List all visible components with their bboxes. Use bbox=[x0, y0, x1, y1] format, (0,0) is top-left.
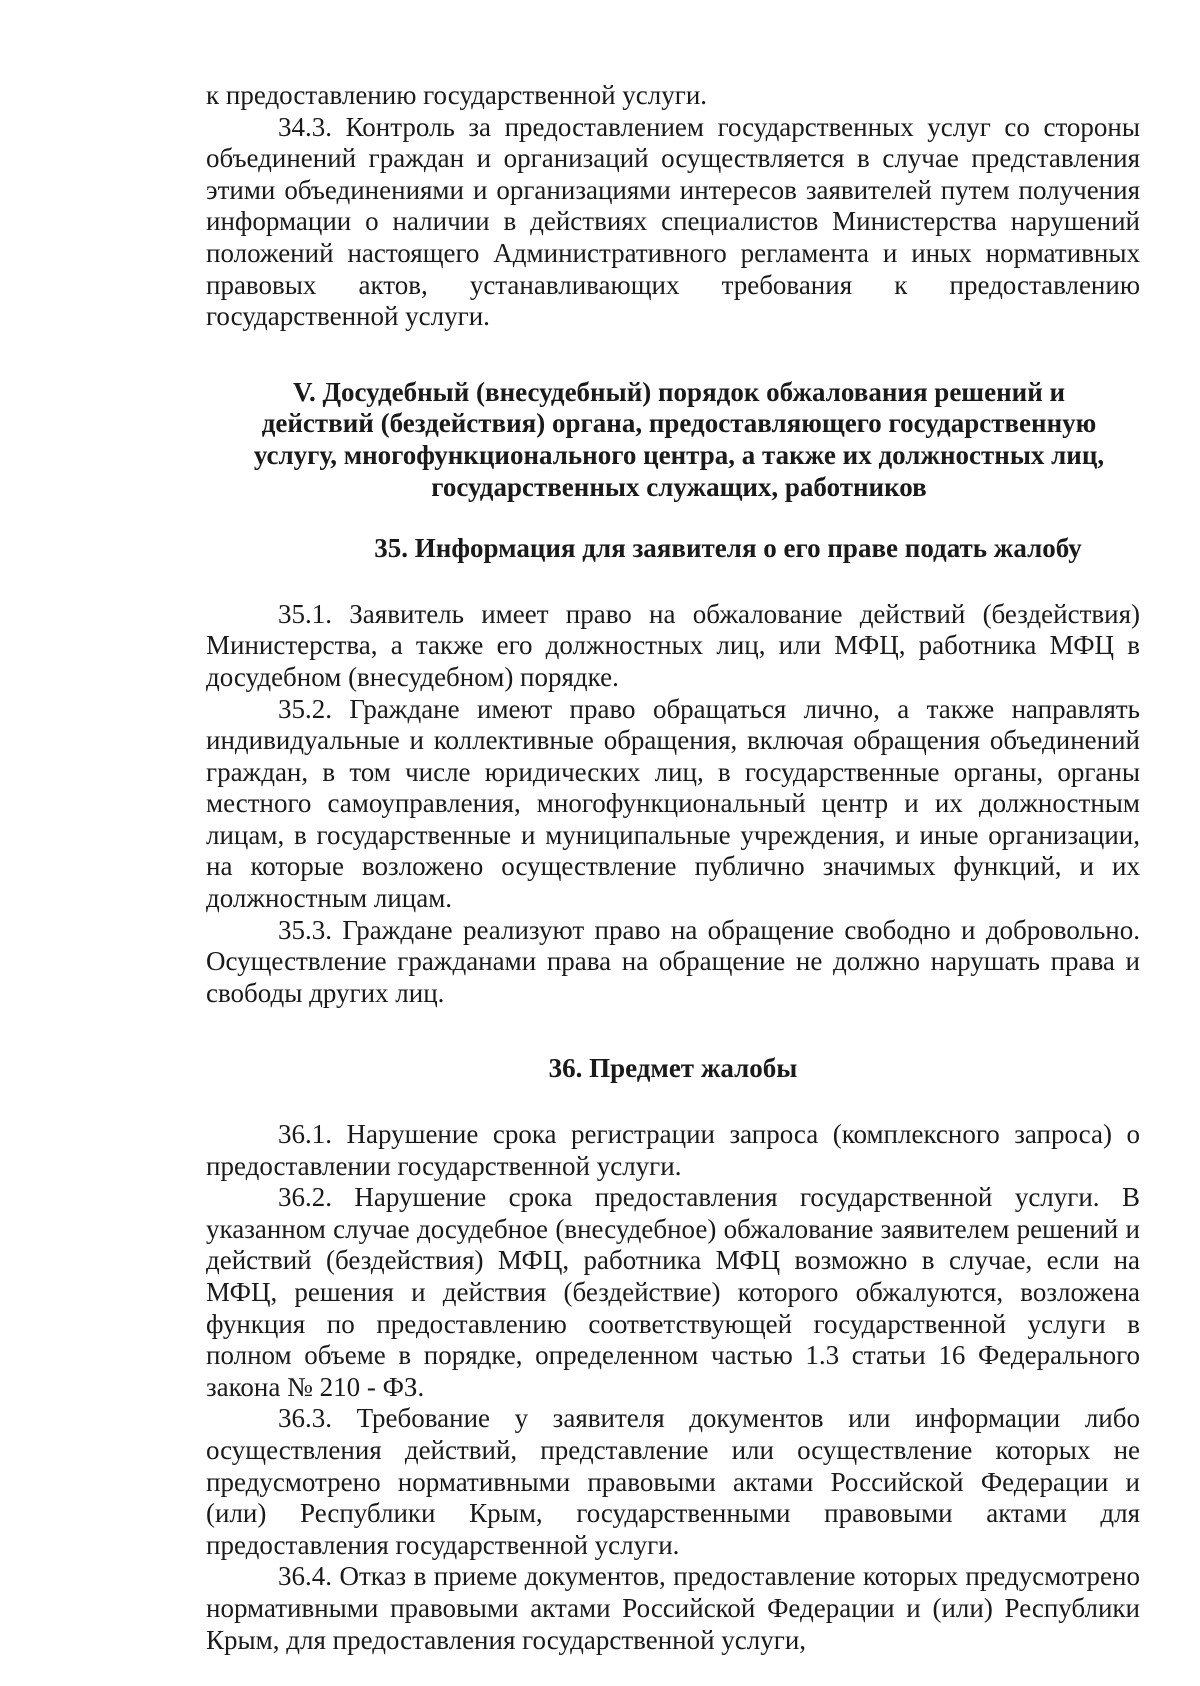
paragraph-36-1: 36.1. Нарушение срока регистрации запроса (комплексного запроса) о предоставлении государственной услуги. bbox=[206, 1119, 1140, 1181]
document-page bbox=[206, 80, 1140, 1656]
paragraph-36-2: 36.2. Нарушение срока предоставления государственной услуги. В указанном случае досудебное (внесудебное) обжалование заявителем решений и действий (бездействия) МФЦ, работника МФЦ возможно в случае, если на МФЦ, решения и действия (бездействие) которого обжалуются, возложена функция по предоставлению соответствующей государственной услуги в полном объеме в порядке, определенном частью 1.3 статьи 16 Федерального закона № 210 - ФЗ. bbox=[206, 1182, 1140, 1402]
section-v-heading: V. Досудебный (внесудебный) порядок обжалования решений и действий (бездействия) органа, предоставляющего государственную услугу, многофункционального центра, а также их должностных лиц, государственных служащих, работников bbox=[253, 376, 1105, 502]
heading-35: 35. Информация для заявителя о его праве подать жалобу bbox=[374, 533, 1082, 564]
heading-36: 36. Предмет жалобы bbox=[548, 1053, 798, 1084]
paragraph-36-4: 36.4. Отказ в приеме документов, предоставление которых предусмотрено нормативными правовыми актами Российской Федерации и (или) Республики Крым, для предоставления государственной услуги, bbox=[206, 1561, 1140, 1655]
paragraph-35-2: 35.2. Граждане имеют право обращаться лично, а также направлять индивидуальные и коллективные обращения, включая обращения объединений граждан, в том числе юридических лиц, в государственные органы, органы местного самоуправления, многофункциональный центр и их должностным лицам, в государственные и муниципальные учреждения, и иные организации, на которые возложено осуществление публично значимых функций, и их должностным лицам. bbox=[206, 693, 1140, 914]
paragraph-35-3: 35.3. Граждане реализуют право на обращение свободно и добровольно. Осуществление гражданами права на обращение не должно нарушать права и свободы других лиц. bbox=[206, 914, 1140, 1008]
paragraph-36-3: 36.3. Требование у заявителя документов или информации либо осуществления действий, представление или осуществление которых не предусмотрено нормативными правовыми актами Российской Федерации и (или) Республики Крым, государственными правовыми актами для предоставления государственной услуги. bbox=[206, 1403, 1140, 1560]
paragraph-35-1: 35.1. Заявитель имеет право на обжалование действий (бездействия) Министерства, а также его должностных лиц, или МФЦ, работника МФЦ в досудебном (внесудебном) порядке. bbox=[206, 598, 1140, 692]
paragraph-34-3: 34.3. Контроль за предоставлением государственных услуг со стороны объединений граждан и организаций осуществляется в случае представления этими объединениями и организациями интересов заявителей путем получения информации о наличии в действиях специалистов Министерства нарушений положений настоящего Административного регламента и иных нормативных правовых актов, устанавливающих требования к предоставлению государственной услуги. bbox=[206, 111, 1140, 332]
intro-line: к предоставлению государственной услуги. bbox=[206, 80, 708, 110]
